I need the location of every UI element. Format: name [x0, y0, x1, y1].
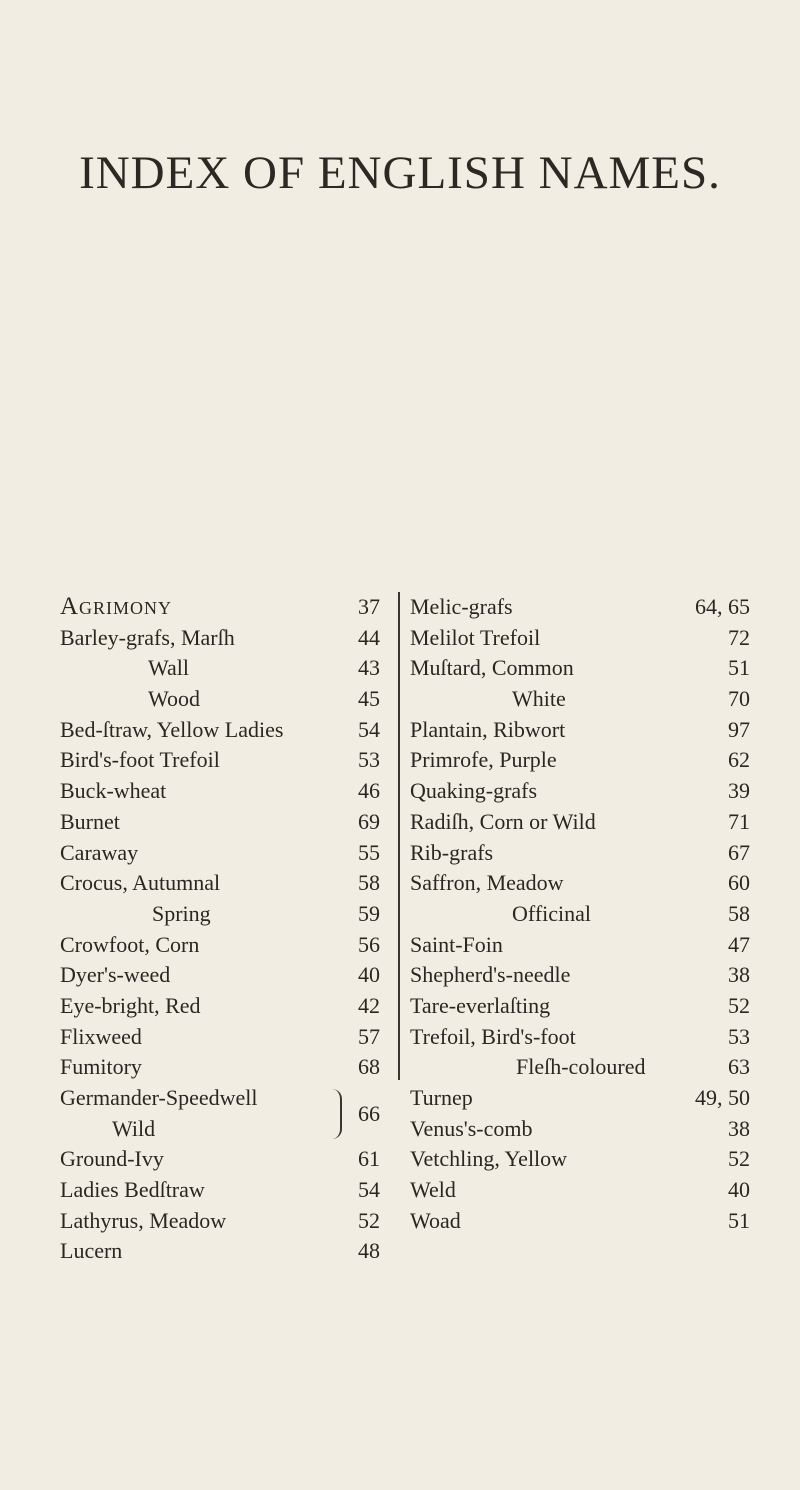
index-entry [410, 807, 750, 838]
entry-name: Fleſh-coloured [516, 1054, 646, 1080]
index-entry [410, 653, 750, 684]
index-entry [60, 745, 380, 776]
index-entry [60, 960, 380, 991]
index-entry [60, 1144, 380, 1175]
index-entry [410, 1052, 750, 1083]
index-entry [410, 838, 750, 869]
entry-page: 71 [728, 808, 750, 834]
entry-page: 59 [358, 900, 380, 926]
index-entry [410, 1144, 750, 1175]
entry-page: 45 [358, 686, 380, 712]
index-entry [410, 960, 750, 991]
index-entry [60, 1175, 380, 1206]
entry-name: Wall [148, 655, 189, 681]
entry-name: Spring [152, 900, 211, 926]
entry-name: Woad [410, 1207, 461, 1233]
entry-page: 61 [358, 1146, 380, 1172]
entry-page: 69 [358, 808, 380, 834]
entry-page: 47 [728, 931, 750, 957]
bracketed-entry [60, 1083, 380, 1144]
entry-name: Saint-Foin [410, 931, 503, 957]
entry-name: Weld [410, 1177, 456, 1203]
index-entry [60, 899, 380, 930]
entry-page: 51 [728, 655, 750, 681]
entry-page: 46 [358, 778, 380, 804]
entry-page: 53 [358, 747, 380, 773]
entry-name: Turnep [410, 1085, 473, 1110]
entry-name: Melic-grafs [410, 594, 513, 619]
index-entry [410, 623, 750, 654]
index-entry [60, 592, 380, 623]
entry-page: 72 [728, 624, 750, 650]
index-entry [410, 715, 750, 746]
entry-name: Flixweed [60, 1023, 142, 1049]
index-entry [60, 1206, 380, 1237]
entry-page: 38 [728, 962, 750, 988]
index-entry [60, 1052, 380, 1083]
entry-name: Lucern [60, 1238, 123, 1264]
index-entry [410, 1083, 750, 1114]
entry-page: 43 [358, 655, 380, 681]
entry-name: Dyer's-weed [60, 962, 171, 988]
index-entry [410, 1022, 750, 1053]
entry-page: 39 [728, 778, 750, 804]
entry-page: 53 [728, 1023, 750, 1049]
entry-name: Ground-Ivy [60, 1146, 164, 1172]
entry-name: Ladies Bedſtraw [60, 1177, 205, 1203]
entry-page: 44 [358, 624, 380, 650]
entry-name: Buck-wheat [60, 778, 167, 804]
entry-name: Germander-Speedwell [60, 1085, 258, 1110]
entry-name: Eye-bright, Red [60, 992, 201, 1018]
index-entry [60, 930, 380, 961]
index-entry [410, 684, 750, 715]
entry-page: 37 [358, 594, 380, 619]
index-entry [410, 592, 750, 623]
column-divider [398, 592, 400, 1080]
index-entry [60, 868, 380, 899]
entry-name: Lathyrus, Meadow [60, 1207, 227, 1233]
entry-page: 55 [358, 839, 380, 865]
entry-name: Melilot Trefoil [410, 624, 541, 650]
entry-name: Wood [148, 686, 201, 712]
entry-name: Bed-ſtraw, Yellow Ladies [60, 716, 284, 742]
entry-page: 40 [358, 962, 380, 988]
entry-name: Saffron, Meadow [410, 870, 564, 896]
index-entry [60, 715, 380, 746]
entry-name: Rib-grafs [410, 839, 494, 865]
index-entry [60, 623, 380, 654]
entry-name: Crocus, Autumnal [60, 870, 221, 896]
index-entry [410, 899, 750, 930]
brace-mark [328, 1089, 342, 1139]
entry-name: Plantain, Ribwort [410, 716, 566, 742]
entry-page: 58 [358, 870, 380, 896]
entry-name: Bird's-foot Trefoil [60, 747, 220, 773]
page-title: INDEX OF ENGLISH NAMES. [79, 147, 721, 199]
entry-name: Wild [112, 1115, 156, 1141]
entry-name: Muſtard, Common [410, 655, 574, 681]
left-index-column [60, 592, 380, 1267]
entry-page: 56 [358, 931, 380, 957]
entry-page: 58 [728, 900, 750, 926]
index-entry [60, 684, 380, 715]
entry-page: 51 [728, 1207, 750, 1233]
entry-page: 52 [728, 1146, 750, 1172]
entry-page: 66 [358, 1101, 380, 1126]
entry-page: 97 [728, 716, 750, 742]
index-entry [60, 838, 380, 869]
entry-page: 54 [358, 1177, 380, 1203]
entry-page: 70 [728, 686, 750, 712]
entry-page: 40 [728, 1177, 750, 1203]
right-index-column [410, 592, 750, 1236]
entry-page: 60 [728, 870, 750, 896]
entry-page: 62 [728, 747, 750, 773]
index-entry [60, 776, 380, 807]
index-entry [60, 1022, 380, 1053]
index-entry [410, 868, 750, 899]
index-entry [60, 1236, 380, 1267]
entry-page: 64, 65 [695, 594, 750, 619]
entry-name: Primrofe, Purple [410, 747, 557, 773]
entry-page: 68 [358, 1054, 380, 1080]
entry-name: Quaking-grafs [410, 778, 538, 804]
entry-name: Burnet [60, 808, 120, 834]
entry-name: Radiſh, Corn or Wild [410, 808, 596, 834]
entry-page: 67 [728, 839, 750, 865]
entry-name: Vetchling, Yellow [410, 1146, 568, 1172]
index-entry [410, 930, 750, 961]
index-entry [410, 1206, 750, 1237]
entry-name: Agrimony [60, 593, 173, 620]
entry-page: 57 [358, 1023, 380, 1049]
index-entry [410, 1175, 750, 1206]
entry-page: 52 [358, 1207, 380, 1233]
index-entry [410, 991, 750, 1022]
entry-page: 54 [358, 716, 380, 742]
entry-name: White [512, 686, 566, 712]
index-entry [410, 1114, 750, 1145]
entry-name: Shepherd's-needle [410, 962, 571, 988]
entry-name: Crowfoot, Corn [60, 931, 200, 957]
entry-page: 38 [728, 1115, 750, 1141]
entry-name: Barley-grafs, Marſh [60, 624, 235, 650]
entry-name: Venus's-comb [410, 1115, 533, 1141]
entry-name: Fumitory [60, 1054, 142, 1080]
index-entry [60, 807, 380, 838]
entry-name: Tare-everlaſting [410, 992, 551, 1018]
entry-page: 63 [728, 1054, 750, 1080]
index-entry [410, 776, 750, 807]
entry-page: 52 [728, 992, 750, 1018]
index-entry [410, 745, 750, 776]
entry-name: Officinal [512, 900, 592, 926]
entry-name: Trefoil, Bird's-foot [410, 1023, 576, 1049]
entry-name: Caraway [60, 839, 139, 865]
entry-page: 48 [358, 1238, 380, 1264]
index-entry [60, 991, 380, 1022]
index-entry [60, 653, 380, 684]
entry-page: 49, 50 [695, 1085, 750, 1110]
entry-page: 42 [358, 992, 380, 1018]
